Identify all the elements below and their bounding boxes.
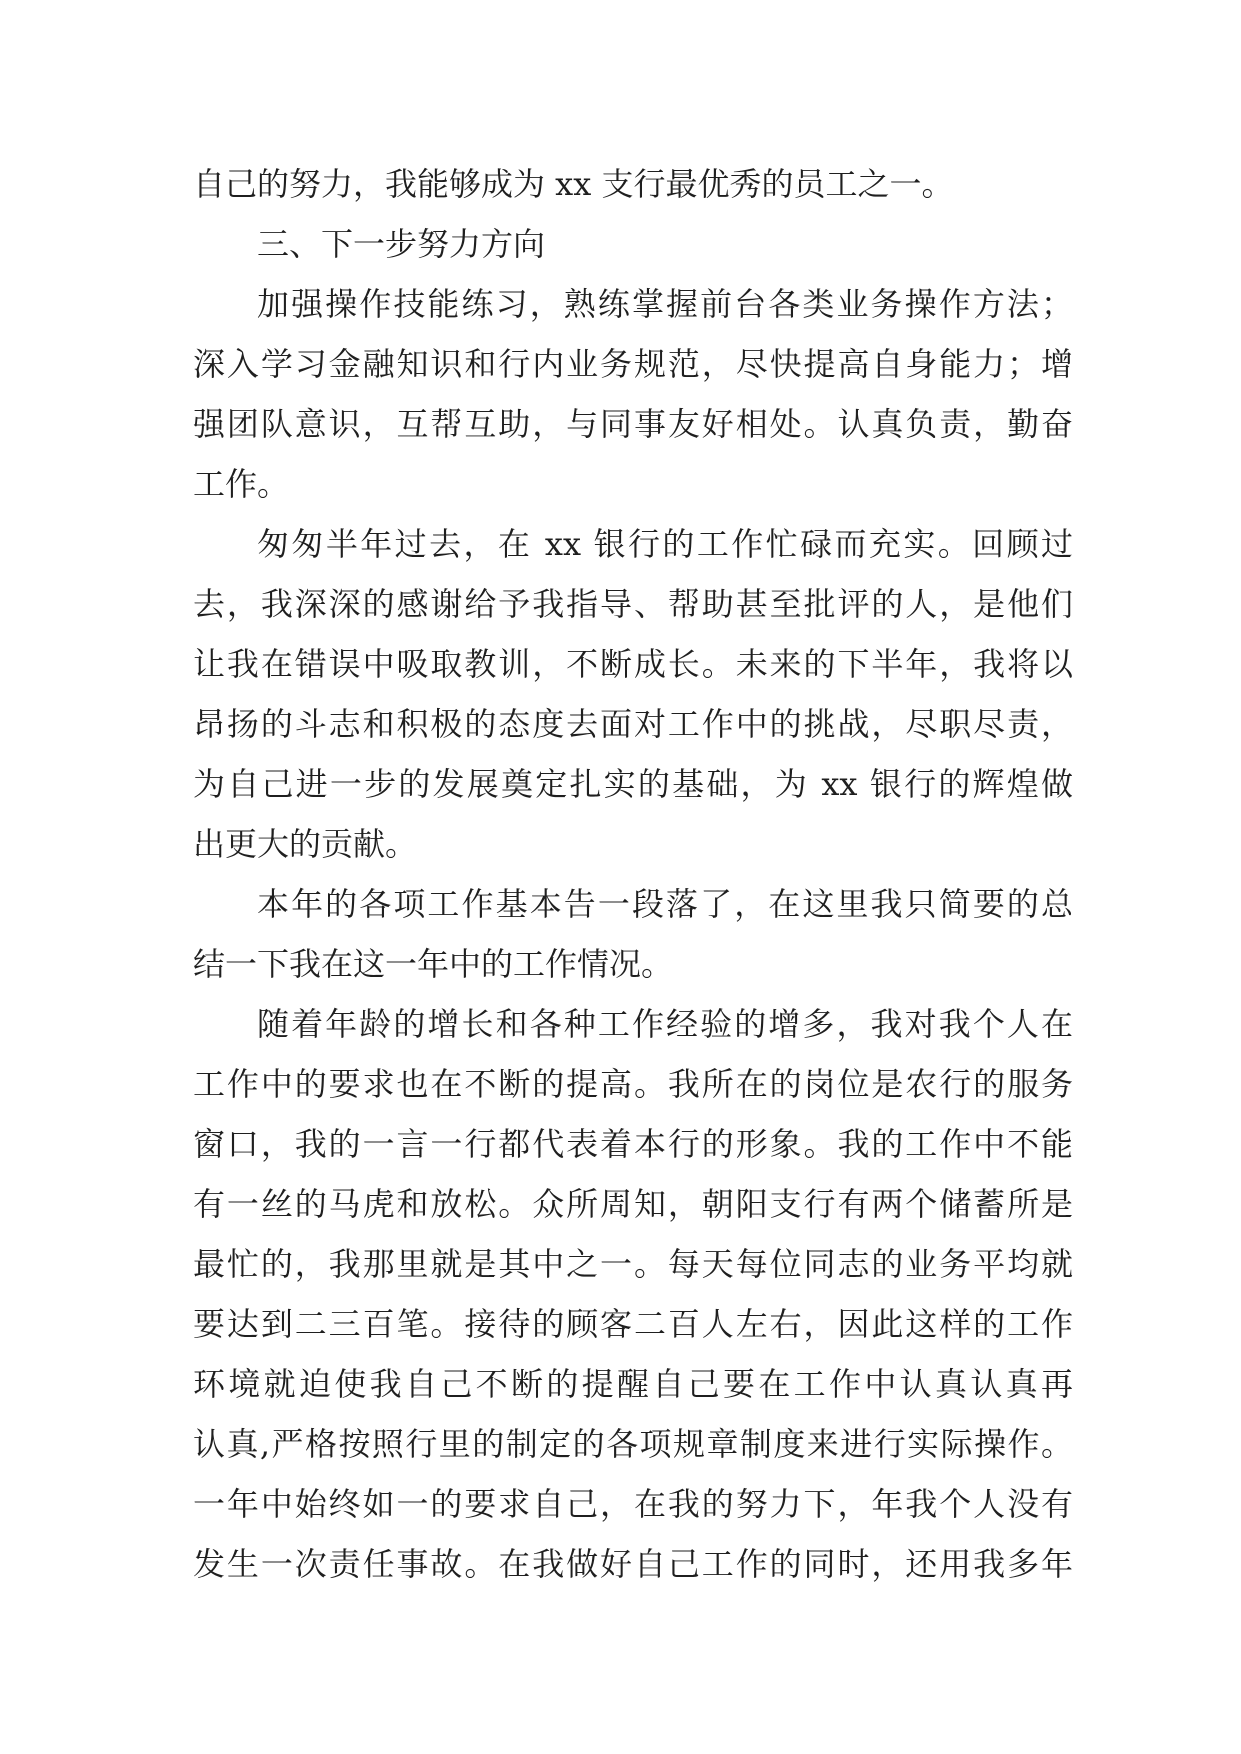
text-line: 昂扬的斗志和积极的态度去面对工作中的挑战，尽职尽责， — [193, 705, 1073, 743]
text-line: 去，我深深的感谢给予我指导、帮助甚至批评的人，是他们 — [193, 585, 1073, 623]
text-line: 自己的努力，我能够成为 xx 支行最优秀的员工之一。 — [193, 165, 954, 203]
text-line: 为自己进一步的发展奠定扎实的基础，为 xx 银行的辉煌做 — [193, 765, 1073, 803]
text-line: 一年中始终如一的要求自己，在我的努力下，年我个人没有 — [193, 1485, 1073, 1523]
text-line: 深入学习金融知识和行内业务规范，尽快提高自身能力；增 — [193, 345, 1073, 383]
text-line: 发生一次责任事故。在我做好自己工作的同时，还用我多年 — [193, 1545, 1073, 1583]
text-line: 工作中的要求也在不断的提高。我所在的岗位是农行的服务 — [193, 1065, 1073, 1103]
text-line: 强团队意识，互帮互助，与同事友好相处。认真负责，勤奋 — [193, 405, 1073, 443]
text-line: 匆匆半年过去，在 xx 银行的工作忙碌而充实。回顾过 — [257, 525, 1073, 563]
text-line: 随着年龄的增长和各种工作经验的增多，我对我个人在 — [257, 1005, 1073, 1043]
text-line: 环境就迫使我自己不断的提醒自己要在工作中认真认真再 — [193, 1365, 1073, 1403]
text-line: 窗口，我的一言一行都代表着本行的形象。我的工作中不能 — [193, 1125, 1073, 1163]
text-line: 本年的各项工作基本告一段落了，在这里我只简要的总 — [257, 885, 1073, 923]
text-line: 出更大的贡献。 — [193, 825, 418, 863]
text-line: 认真,严格按照行里的制定的各项规章制度来进行实际操作。 — [193, 1425, 1073, 1463]
section-heading: 三、下一步努力方向 — [257, 225, 546, 263]
text-line: 要达到二三百笔。接待的顾客二百人左右，因此这样的工作 — [193, 1305, 1073, 1343]
text-line: 最忙的，我那里就是其中之一。每天每位同志的业务平均就 — [193, 1245, 1073, 1283]
document-body — [193, 160, 1073, 1600]
text-line: 工作。 — [193, 465, 290, 503]
text-line: 让我在错误中吸取教训，不断成长。未来的下半年，我将以 — [193, 645, 1073, 683]
text-line: 有一丝的马虎和放松。众所周知，朝阳支行有两个储蓄所是 — [193, 1185, 1073, 1223]
text-line: 结一下我在这一年中的工作情况。 — [193, 945, 674, 983]
text-line: 加强操作技能练习，熟练掌握前台各类业务操作方法； — [257, 285, 1073, 323]
